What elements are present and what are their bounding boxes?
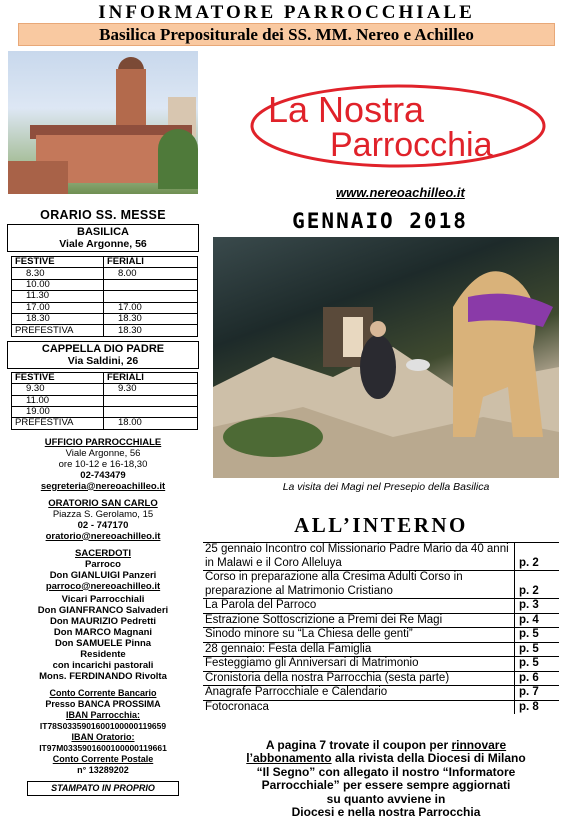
basilica-address: Viale Argonne, 56 [59, 238, 147, 250]
schedule-row [12, 291, 198, 302]
schedule-row [12, 418, 198, 429]
cappella-schedule-table [11, 372, 198, 430]
photo-caption: La visita dei Magi nel Presepio della Basilica [282, 481, 490, 493]
toc-item-title: Corso in preparazione alla Cresima Adulti Corso in preparazione al Matrimonio Cristiano [203, 571, 515, 598]
schedule-row [12, 313, 198, 324]
toc-item-title: Estrazione Sottoscrizione a Premi dei Re Magi [203, 614, 515, 628]
notice-line5: su quanto avviene in [326, 791, 446, 806]
schedule-header-row [12, 372, 198, 383]
schedule-cell: 17.00 [12, 302, 104, 313]
parroco-email-link[interactable]: parroco@nereoachilleo.it [45, 580, 161, 592]
toc-item [203, 598, 559, 613]
website-link[interactable]: www.nereoachilleo.it [336, 185, 465, 200]
oratorio-address: Piazza S. Gerolamo, 15 [52, 508, 154, 520]
basilica-box [7, 224, 199, 252]
schedule-cell [104, 291, 198, 302]
vicario-3: Don MARCO Magnani [53, 626, 153, 638]
notice-line3: “Il Segno” con allegato il nostro “Informatore [256, 764, 516, 779]
toc-item-title: Sinodo minore su “La Chiesa delle genti” [203, 628, 515, 642]
toc-item-title: 28 gennaio: Festa della Famiglia [203, 643, 515, 657]
iban-oratorio-label: IBAN Oratorio: [71, 731, 135, 742]
toc-item [203, 671, 559, 686]
schedule-cell: 18.30 [104, 325, 198, 336]
ufficio-phone: 02-743479 [80, 469, 126, 481]
schedule-cell: 18.00 [104, 418, 198, 429]
cappella-name: CAPPELLA DIO PADRE [41, 342, 165, 355]
sacerdoti-block [7, 548, 199, 682]
schedule-cell: 11.00 [12, 395, 104, 406]
schedule-cell: 8.00 [104, 268, 198, 279]
schedule-row [12, 325, 198, 336]
schedule-cell: 19.00 [12, 406, 104, 417]
notice-line4: Parrocchiale” per essere sempre aggiornati [261, 778, 511, 793]
schedule-cell: 9.30 [104, 384, 198, 395]
residente-label: Residente [80, 648, 126, 660]
la-nostra-parrocchia-logo [248, 82, 558, 170]
schedule-row [12, 384, 198, 395]
basilica-name: BASILICA [77, 226, 129, 238]
ufficio-address: Viale Argonne, 56 [65, 447, 141, 459]
ufficio-block [7, 437, 199, 492]
schedule-row [12, 279, 198, 290]
oratorio-phone: 02 - 747170 [77, 519, 129, 531]
residente-name: Mons. FERDINANDO Rivolta [39, 670, 167, 682]
toc-item-title: Anagrafe Parrocchiale e Calendario [203, 686, 515, 700]
toc-item-title: 25 gennaio Incontro col Missionario Padre Mario da 40 anni in Malawi e il Coro Alleluya [203, 543, 515, 570]
notice-abbonamento: l’abbonamento [246, 751, 332, 766]
vicario-1: Don GIANFRANCO Salvaderi [37, 604, 169, 616]
vicario-2: Don MAURIZIO Pedretti [49, 615, 157, 627]
schedule-cell [104, 395, 198, 406]
schedule-cell: 18.30 [12, 313, 104, 324]
oratorio-email-link[interactable]: oratorio@nereoachilleo.it [45, 530, 161, 542]
oratorio-block [7, 498, 199, 542]
vicari-label: Vicari Parrocchiali [61, 593, 145, 605]
notice-line6: Diocesi e nella nostra Parrocchia [291, 805, 481, 820]
toc-item [203, 627, 559, 642]
schedule-header-cell: FESTIVE [12, 372, 104, 383]
iban-parrocchia-label: IBAN Parrocchia: [65, 709, 141, 720]
toc-item [203, 613, 559, 628]
schedule-cell: 8.30 [12, 268, 104, 279]
conto-bancario-label: Conto Corrente Bancario [49, 687, 157, 698]
schedule-cell: 11.30 [12, 291, 104, 302]
toc-item-page: p. 5 [519, 628, 539, 640]
schedule-cell: 18.30 [104, 313, 198, 324]
parroco-name: Don GIANLUIGI Panzeri [49, 569, 157, 581]
toc-item-page: p. 5 [519, 657, 539, 669]
notice-text-2: alla rivista della Diocesi di Milano [331, 751, 526, 766]
stampato-note: STAMPATO IN PROPRIO [27, 781, 179, 796]
toc-item-title: Fotocronaca [203, 701, 515, 715]
masthead: INFORMATORE PARROCCHIALE [98, 2, 475, 23]
banca-name: Presso BANCA PROSSIMA [45, 698, 161, 709]
schedule-cell: 9.30 [12, 384, 104, 395]
toc-item-page: p. 3 [519, 599, 539, 611]
iban-parrocchia: IT78S0335901600100000119659 [39, 720, 167, 731]
toc-item [203, 656, 559, 671]
cappella-address: Via Saldini, 26 [67, 354, 139, 367]
toc-item [203, 542, 559, 570]
ufficio-email-link[interactable]: segreteria@nereoachilleo.it [40, 480, 166, 492]
toc-item-page: p. 8 [519, 700, 539, 713]
schedule-cell: 17.00 [104, 302, 198, 313]
schedule-cell [104, 279, 198, 290]
schedule-cell: PREFESTIVA [12, 325, 104, 336]
schedule-row [12, 406, 198, 417]
toc-item-page: p. 2 [519, 584, 539, 597]
schedule-header-row [12, 257, 198, 268]
iban-oratorio: IT97M0335901600100000119661 [39, 742, 167, 753]
toc-item-page: p. 4 [519, 613, 539, 626]
sacerdoti-title: SACERDOTI [75, 547, 131, 559]
toc-item-title: La Parola del Parroco [203, 599, 515, 613]
masses-title: ORARIO SS. MESSE [40, 208, 166, 222]
schedule-row [12, 268, 198, 279]
presepio-photo [213, 237, 559, 478]
schedule-row [12, 302, 198, 313]
conto-postale-label: Conto Corrente Postale [52, 753, 154, 764]
toc-item [203, 642, 559, 657]
oratorio-title: ORATORIO SAN CARLO [48, 497, 158, 509]
residente-note: con incarichi pastorali [52, 659, 154, 671]
banca-block [7, 688, 199, 776]
schedule-header-cell: FERIALI [104, 372, 198, 383]
toc-item-page: p. 2 [519, 556, 539, 569]
schedule-header-cell: FESTIVE [12, 257, 104, 268]
schedule-cell: PREFESTIVA [12, 418, 104, 429]
basilica-photo [8, 51, 198, 194]
notice-text-1: A pagina 7 trovate il coupon per [265, 738, 452, 752]
subscription-notice [213, 739, 559, 819]
toc-item [203, 700, 559, 715]
ufficio-hours: ore 10-12 e 16-18,30 [58, 458, 148, 470]
conto-postale: n° 13289202 [77, 764, 129, 775]
toc-item-title: Cronistoria della nostra Parrocchia (sesta parte) [203, 672, 515, 686]
logo-line2: Parrocchia [330, 126, 493, 164]
subtitle-banner: Basilica Prepositurale dei SS. MM. Nereo e Achilleo [18, 23, 555, 46]
schedule-cell [104, 406, 198, 417]
ufficio-title: UFFICIO PARROCCHIALE [44, 436, 162, 448]
vicario-4: Don SAMUELE Pinna [54, 637, 152, 649]
toc-item-title: Festeggiamo gli Anniversari di Matrimonio [203, 657, 515, 671]
left-column [7, 208, 199, 796]
toc-item-page: p. 6 [519, 671, 539, 684]
cappella-box [7, 341, 199, 369]
toc-item [203, 685, 559, 700]
schedule-row [12, 395, 198, 406]
logo-line1: La Nostra [268, 89, 425, 130]
toc-item-page: p. 5 [519, 642, 539, 655]
issue-date: GENNAIO 2018 [292, 209, 468, 233]
interno-title: ALL’INTERNO [294, 513, 468, 537]
table-of-contents [203, 542, 559, 714]
toc-item [203, 570, 559, 598]
schedule-header-cell: FERIALI [104, 257, 198, 268]
basilica-schedule-table [11, 256, 198, 337]
toc-item-page: p. 7 [519, 686, 539, 698]
schedule-cell: 10.00 [12, 279, 104, 290]
parroco-label: Parroco [85, 558, 121, 570]
notice-rinnovare: rinnovare [451, 738, 507, 752]
